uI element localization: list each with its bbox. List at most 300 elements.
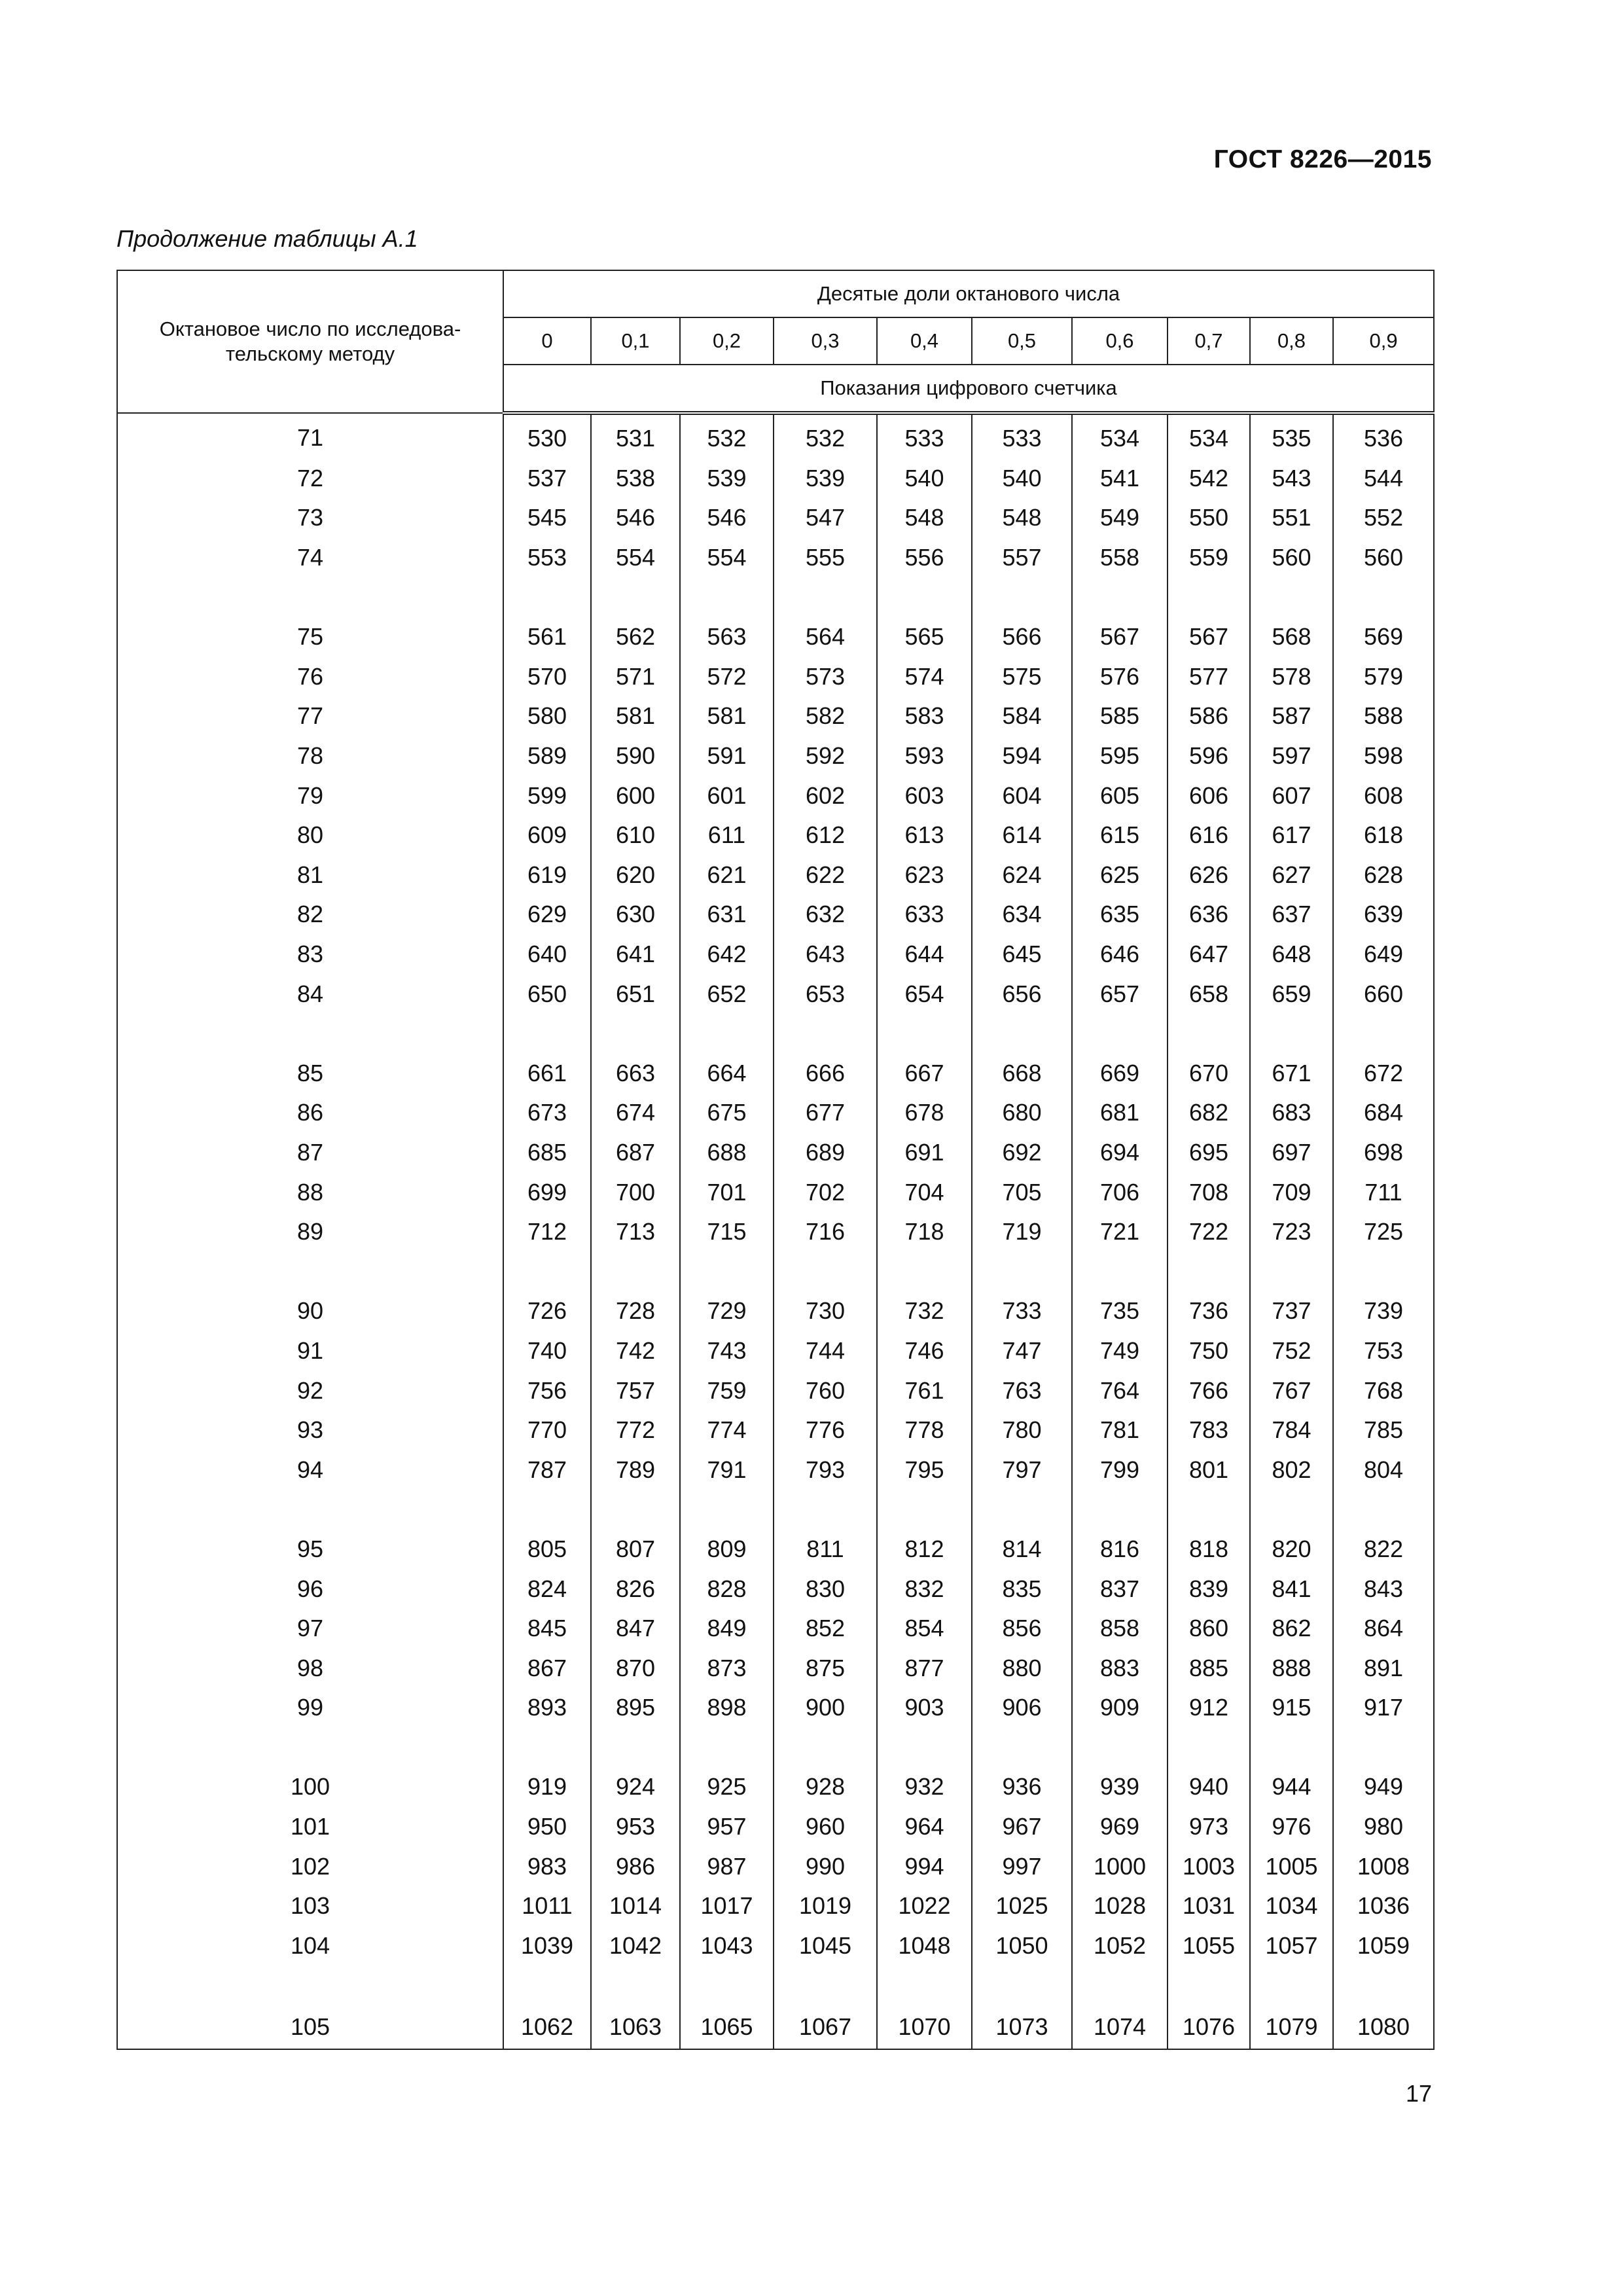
table-row — [117, 776, 1434, 816]
spacer-cell — [1250, 1251, 1333, 1291]
counter-value-cell: 593 — [877, 736, 972, 776]
spacer-cell — [972, 1251, 1072, 1291]
counter-value-cell: 578 — [1250, 657, 1333, 697]
spacer-cell — [972, 577, 1072, 617]
counter-value-cell: 668 — [972, 1054, 1072, 1094]
counter-value-cell: 692 — [972, 1133, 1072, 1173]
counter-value-cell: 1045 — [774, 1926, 877, 1966]
counter-value-cell: 736 — [1168, 1291, 1250, 1331]
counter-value-cell: 574 — [877, 657, 972, 697]
table-row — [117, 974, 1434, 1014]
octane-number-cell: 71 — [117, 413, 503, 459]
counter-value-cell: 713 — [591, 1212, 680, 1252]
counter-value-cell: 584 — [972, 696, 1072, 736]
counter-value-cell: 877 — [877, 1648, 972, 1688]
counter-value-cell: 583 — [877, 696, 972, 736]
counter-value-cell: 581 — [591, 696, 680, 736]
spacer-cell — [774, 1014, 877, 1054]
octane-number-cell: 98 — [117, 1648, 503, 1688]
counter-value-cell: 900 — [774, 1688, 877, 1728]
counter-value-cell: 811 — [774, 1530, 877, 1570]
counter-value-cell: 759 — [680, 1371, 774, 1410]
tenths-header: Десятые доли октанового числа — [503, 270, 1434, 317]
counter-value-cell: 659 — [1250, 974, 1333, 1014]
counter-value-cell: 599 — [503, 776, 591, 816]
table-row — [117, 1886, 1434, 1926]
counter-value-cell: 756 — [503, 1371, 591, 1410]
table-row — [117, 1688, 1434, 1728]
counter-value-cell: 721 — [1072, 1212, 1168, 1252]
counter-value-cell: 801 — [1168, 1450, 1250, 1490]
counter-value-cell: 816 — [1072, 1530, 1168, 1570]
counter-value-cell: 752 — [1250, 1331, 1333, 1371]
tenths-column-header: 0,3 — [774, 317, 877, 365]
table-row — [117, 696, 1434, 736]
counter-value-cell: 618 — [1333, 816, 1434, 855]
octane-number-cell: 72 — [117, 459, 503, 499]
counter-value-cell: 932 — [877, 1767, 972, 1807]
octane-counter-table — [116, 270, 1435, 2050]
counter-value-cell: 667 — [877, 1054, 972, 1094]
counter-value-cell: 749 — [1072, 1331, 1168, 1371]
counter-value-cell: 722 — [1168, 1212, 1250, 1252]
counter-value-cell: 805 — [503, 1530, 591, 1570]
table-caption: Продолжение таблицы А.1 — [116, 225, 418, 252]
counter-value-cell: 610 — [591, 816, 680, 855]
table-row — [117, 617, 1434, 657]
counter-value-cell: 729 — [680, 1291, 774, 1331]
counter-value-cell: 856 — [972, 1609, 1072, 1649]
group-spacer-row — [117, 1490, 1434, 1530]
counter-value-cell: 716 — [774, 1212, 877, 1252]
table-row — [117, 1767, 1434, 1807]
counter-value-cell: 622 — [774, 855, 877, 895]
counter-value-cell: 814 — [972, 1530, 1072, 1570]
counter-value-cell: 611 — [680, 816, 774, 855]
counter-value-cell: 757 — [591, 1371, 680, 1410]
counter-value-cell: 867 — [503, 1648, 591, 1688]
counter-value-cell: 607 — [1250, 776, 1333, 816]
counter-value-cell: 1042 — [591, 1926, 680, 1966]
spacer-cell — [1333, 1728, 1434, 1768]
table-row — [117, 1846, 1434, 1886]
counter-value-cell: 694 — [1072, 1133, 1168, 1173]
counter-value-cell: 726 — [503, 1291, 591, 1331]
counter-value-cell: 598 — [1333, 736, 1434, 776]
spacer-cell — [1072, 1014, 1168, 1054]
table-row — [117, 935, 1434, 975]
counter-value-cell: 718 — [877, 1212, 972, 1252]
spacer-cell — [1072, 1251, 1168, 1291]
counter-value-cell: 582 — [774, 696, 877, 736]
counter-value-cell: 623 — [877, 855, 972, 895]
counter-value-cell: 680 — [972, 1093, 1072, 1133]
spacer-cell — [774, 1490, 877, 1530]
counter-value-cell: 704 — [877, 1172, 972, 1212]
counter-value-cell: 552 — [1333, 498, 1434, 538]
counter-value-cell: 624 — [972, 855, 1072, 895]
counter-value-cell: 672 — [1333, 1054, 1434, 1094]
counter-value-cell: 533 — [877, 413, 972, 459]
spacer-cell — [877, 1014, 972, 1054]
counter-value-cell: 750 — [1168, 1331, 1250, 1371]
octane-number-cell: 100 — [117, 1767, 503, 1807]
counter-value-cell: 917 — [1333, 1688, 1434, 1728]
tenths-column-header: 0,8 — [1250, 317, 1333, 365]
counter-value-cell: 566 — [972, 617, 1072, 657]
counter-value-cell: 591 — [680, 736, 774, 776]
counter-value-cell: 539 — [774, 459, 877, 499]
counter-value-cell: 569 — [1333, 617, 1434, 657]
counter-value-cell: 763 — [972, 1371, 1072, 1410]
counter-value-cell: 784 — [1250, 1410, 1333, 1450]
counter-value-cell: 683 — [1250, 1093, 1333, 1133]
octane-number-cell: 88 — [117, 1172, 503, 1212]
counter-value-cell: 534 — [1168, 413, 1250, 459]
counter-value-cell: 997 — [972, 1846, 1072, 1886]
counter-value-cell: 767 — [1250, 1371, 1333, 1410]
octane-column-header: Октановое число по исследова-тельскому методу — [117, 270, 503, 413]
counter-value-cell: 695 — [1168, 1133, 1250, 1173]
counter-value-cell: 670 — [1168, 1054, 1250, 1094]
counter-value-cell: 564 — [774, 617, 877, 657]
spacer-cell — [680, 577, 774, 617]
counter-value-cell: 733 — [972, 1291, 1072, 1331]
counter-value-cell: 760 — [774, 1371, 877, 1410]
octane-number-cell: 76 — [117, 657, 503, 697]
counter-value-cell: 1019 — [774, 1886, 877, 1926]
counter-value-cell: 565 — [877, 617, 972, 657]
spacer-cell — [1250, 1965, 1333, 2005]
counter-value-cell: 764 — [1072, 1371, 1168, 1410]
table-row — [117, 1569, 1434, 1609]
counter-value-cell: 549 — [1072, 498, 1168, 538]
spacer-cell — [591, 577, 680, 617]
spacer-cell — [591, 1014, 680, 1054]
counter-value-cell: 787 — [503, 1450, 591, 1490]
table-row — [117, 1371, 1434, 1410]
octane-number-cell: 78 — [117, 736, 503, 776]
counter-value-cell: 903 — [877, 1688, 972, 1728]
counter-value-cell: 799 — [1072, 1450, 1168, 1490]
counter-value-cell: 1067 — [774, 2005, 877, 2049]
counter-value-cell: 1003 — [1168, 1846, 1250, 1886]
counter-value-cell: 1011 — [503, 1886, 591, 1926]
octane-number-cell: 101 — [117, 1807, 503, 1847]
table-row — [117, 413, 1434, 459]
spacer-cell — [1168, 577, 1250, 617]
counter-value-cell: 532 — [774, 413, 877, 459]
counter-value-cell: 967 — [972, 1807, 1072, 1847]
counter-value-cell: 546 — [591, 498, 680, 538]
counter-value-cell: 753 — [1333, 1331, 1434, 1371]
spacer-cell — [1168, 1251, 1250, 1291]
counter-value-cell: 802 — [1250, 1450, 1333, 1490]
counter-value-cell: 684 — [1333, 1093, 1434, 1133]
octane-number-cell: 85 — [117, 1054, 503, 1094]
counter-value-cell: 953 — [591, 1807, 680, 1847]
counter-value-cell: 723 — [1250, 1212, 1333, 1252]
counter-value-cell: 531 — [591, 413, 680, 459]
counter-value-cell: 535 — [1250, 413, 1333, 459]
counter-value-cell: 544 — [1333, 459, 1434, 499]
counter-value-cell: 567 — [1168, 617, 1250, 657]
counter-value-cell: 826 — [591, 1569, 680, 1609]
counter-value-cell: 548 — [972, 498, 1072, 538]
counter-value-cell: 969 — [1072, 1807, 1168, 1847]
counter-value-cell: 542 — [1168, 459, 1250, 499]
table-row — [117, 657, 1434, 697]
counter-value-cell: 533 — [972, 413, 1072, 459]
counter-value-cell: 660 — [1333, 974, 1434, 1014]
counter-value-cell: 1052 — [1072, 1926, 1168, 1966]
counter-value-cell: 674 — [591, 1093, 680, 1133]
counter-value-cell: 818 — [1168, 1530, 1250, 1570]
counter-value-cell: 577 — [1168, 657, 1250, 697]
counter-value-cell: 560 — [1333, 538, 1434, 578]
counter-value-cell: 976 — [1250, 1807, 1333, 1847]
counter-value-cell: 675 — [680, 1093, 774, 1133]
counter-value-cell: 804 — [1333, 1450, 1434, 1490]
octane-number-cell: 99 — [117, 1688, 503, 1728]
counter-value-cell: 990 — [774, 1846, 877, 1886]
tenths-column-header: 0,1 — [591, 317, 680, 365]
counter-value-cell: 555 — [774, 538, 877, 578]
counter-value-cell: 893 — [503, 1688, 591, 1728]
counter-value-cell: 1048 — [877, 1926, 972, 1966]
counter-value-cell: 809 — [680, 1530, 774, 1570]
counter-value-cell: 940 — [1168, 1767, 1250, 1807]
counter-value-cell: 1059 — [1333, 1926, 1434, 1966]
spacer-cell — [503, 1728, 591, 1768]
table-row — [117, 816, 1434, 855]
counter-value-cell: 949 — [1333, 1767, 1434, 1807]
spacer-cell — [117, 577, 503, 617]
octane-number-cell: 89 — [117, 1212, 503, 1252]
counter-value-cell: 712 — [503, 1212, 591, 1252]
counter-value-cell: 700 — [591, 1172, 680, 1212]
octane-number-cell: 103 — [117, 1886, 503, 1926]
counter-value-cell: 579 — [1333, 657, 1434, 697]
counter-value-cell: 1028 — [1072, 1886, 1168, 1926]
spacer-cell — [1072, 1965, 1168, 2005]
table-row — [117, 1331, 1434, 1371]
counter-value-cell: 617 — [1250, 816, 1333, 855]
table-row — [117, 498, 1434, 538]
counter-value-cell: 553 — [503, 538, 591, 578]
counter-value-cell: 812 — [877, 1530, 972, 1570]
octane-number-cell: 84 — [117, 974, 503, 1014]
counter-value-cell: 1005 — [1250, 1846, 1333, 1886]
table-row — [117, 538, 1434, 578]
counter-value-cell: 924 — [591, 1767, 680, 1807]
counter-value-cell: 567 — [1072, 617, 1168, 657]
counter-value-cell: 706 — [1072, 1172, 1168, 1212]
counter-value-cell: 637 — [1250, 895, 1333, 935]
counter-value-cell: 633 — [877, 895, 972, 935]
counter-value-cell: 589 — [503, 736, 591, 776]
counter-value-cell: 644 — [877, 935, 972, 975]
spacer-cell — [1250, 1728, 1333, 1768]
counter-value-cell: 536 — [1333, 413, 1434, 459]
counter-value-cell: 614 — [972, 816, 1072, 855]
counter-value-cell: 860 — [1168, 1609, 1250, 1649]
spacer-cell — [680, 1490, 774, 1530]
counter-value-cell: 590 — [591, 736, 680, 776]
table-row — [117, 1648, 1434, 1688]
counter-value-cell: 705 — [972, 1172, 1072, 1212]
counter-value-cell: 625 — [1072, 855, 1168, 895]
spacer-cell — [117, 1965, 503, 2005]
counter-value-cell: 950 — [503, 1807, 591, 1847]
counter-value-cell: 864 — [1333, 1609, 1434, 1649]
counter-value-cell: 960 — [774, 1807, 877, 1847]
spacer-cell — [1250, 1490, 1333, 1530]
counter-value-cell: 650 — [503, 974, 591, 1014]
spacer-cell — [877, 1965, 972, 2005]
counter-value-cell: 545 — [503, 498, 591, 538]
counter-value-cell: 664 — [680, 1054, 774, 1094]
counter-value-cell: 854 — [877, 1609, 972, 1649]
tenths-column-header: 0,9 — [1333, 317, 1434, 365]
counter-value-cell: 1055 — [1168, 1926, 1250, 1966]
counter-value-cell: 728 — [591, 1291, 680, 1331]
counter-value-cell: 870 — [591, 1648, 680, 1688]
counter-value-cell: 795 — [877, 1450, 972, 1490]
counter-value-cell: 612 — [774, 816, 877, 855]
counter-value-cell: 1000 — [1072, 1846, 1168, 1886]
counter-value-cell: 677 — [774, 1093, 877, 1133]
counter-value-cell: 626 — [1168, 855, 1250, 895]
octane-number-cell: 94 — [117, 1450, 503, 1490]
counter-value-cell: 547 — [774, 498, 877, 538]
counter-value-cell: 635 — [1072, 895, 1168, 935]
counter-value-cell: 944 — [1250, 1767, 1333, 1807]
octane-number-cell: 83 — [117, 935, 503, 975]
table-row — [117, 1926, 1434, 1966]
counter-value-cell: 1014 — [591, 1886, 680, 1926]
counter-value-cell: 658 — [1168, 974, 1250, 1014]
counter-value-cell: 556 — [877, 538, 972, 578]
tenths-column-header: 0,5 — [972, 317, 1072, 365]
octane-number-cell: 97 — [117, 1609, 503, 1649]
counter-value-cell: 791 — [680, 1450, 774, 1490]
table-row — [117, 1807, 1434, 1847]
table-row — [117, 1410, 1434, 1450]
octane-number-cell: 102 — [117, 1846, 503, 1886]
counter-value-cell: 915 — [1250, 1688, 1333, 1728]
counter-value-cell: 1065 — [680, 2005, 774, 2049]
counter-value-cell: 682 — [1168, 1093, 1250, 1133]
counter-value-cell: 875 — [774, 1648, 877, 1688]
counter-value-cell: 732 — [877, 1291, 972, 1331]
document-code: ГОСТ 8226—2015 — [1213, 145, 1432, 173]
counter-value-cell: 654 — [877, 974, 972, 1014]
counter-value-cell: 781 — [1072, 1410, 1168, 1450]
tenths-column-header: 0,4 — [877, 317, 972, 365]
spacer-cell — [774, 1251, 877, 1291]
counter-value-cell: 602 — [774, 776, 877, 816]
counter-value-cell: 739 — [1333, 1291, 1434, 1331]
counter-value-cell: 852 — [774, 1609, 877, 1649]
counter-value-cell: 774 — [680, 1410, 774, 1450]
counter-value-cell: 656 — [972, 974, 1072, 1014]
counter-value-cell: 807 — [591, 1530, 680, 1570]
counter-value-cell: 883 — [1072, 1648, 1168, 1688]
counter-value-cell: 873 — [680, 1648, 774, 1688]
counter-value-cell: 928 — [774, 1767, 877, 1807]
counter-value-cell: 548 — [877, 498, 972, 538]
counter-value-cell: 701 — [680, 1172, 774, 1212]
counter-value-cell: 586 — [1168, 696, 1250, 736]
table-row — [117, 1093, 1434, 1133]
octane-number-cell: 90 — [117, 1291, 503, 1331]
octane-number-cell: 77 — [117, 696, 503, 736]
group-spacer-row — [117, 1251, 1434, 1291]
counter-value-cell: 1057 — [1250, 1926, 1333, 1966]
spacer-cell — [1333, 1251, 1434, 1291]
spacer-cell — [1072, 1490, 1168, 1530]
counter-value-cell: 538 — [591, 459, 680, 499]
counter-value-cell: 688 — [680, 1133, 774, 1173]
spacer-cell — [972, 1965, 1072, 2005]
spacer-cell — [591, 1965, 680, 2005]
counter-value-cell: 560 — [1250, 538, 1333, 578]
counter-value-cell: 546 — [680, 498, 774, 538]
counter-value-cell: 862 — [1250, 1609, 1333, 1649]
octane-number-cell: 74 — [117, 538, 503, 578]
table-row — [117, 459, 1434, 499]
counter-value-cell: 1025 — [972, 1886, 1072, 1926]
counter-value-cell: 609 — [503, 816, 591, 855]
counter-value-cell: 631 — [680, 895, 774, 935]
spacer-cell — [774, 577, 877, 617]
octane-number-cell: 86 — [117, 1093, 503, 1133]
counter-value-cell: 780 — [972, 1410, 1072, 1450]
counter-value-cell: 1039 — [503, 1926, 591, 1966]
counter-value-cell: 925 — [680, 1767, 774, 1807]
counter-value-cell: 912 — [1168, 1688, 1250, 1728]
counter-value-cell: 594 — [972, 736, 1072, 776]
counter-value-cell: 572 — [680, 657, 774, 697]
counter-value-cell: 730 — [774, 1291, 877, 1331]
spacer-cell — [1168, 1014, 1250, 1054]
counter-value-cell: 880 — [972, 1648, 1072, 1688]
counter-value-cell: 673 — [503, 1093, 591, 1133]
spacer-cell — [117, 1251, 503, 1291]
spacer-cell — [1333, 1965, 1434, 2005]
octane-number-cell: 91 — [117, 1331, 503, 1371]
counter-value-cell: 608 — [1333, 776, 1434, 816]
counter-value-cell: 891 — [1333, 1648, 1434, 1688]
counter-value-cell: 615 — [1072, 816, 1168, 855]
spacer-cell — [680, 1728, 774, 1768]
counter-value-cell: 898 — [680, 1688, 774, 1728]
counter-value-cell: 793 — [774, 1450, 877, 1490]
counter-value-cell: 1063 — [591, 2005, 680, 2049]
tenths-column-header: 0 — [503, 317, 591, 365]
spacer-cell — [680, 1014, 774, 1054]
spacer-cell — [972, 1014, 1072, 1054]
counter-value-cell: 636 — [1168, 895, 1250, 935]
octane-number-cell: 105 — [117, 2005, 503, 2049]
octane-number-cell: 79 — [117, 776, 503, 816]
counter-value-cell: 895 — [591, 1688, 680, 1728]
counter-value-cell: 539 — [680, 459, 774, 499]
counter-value-cell: 681 — [1072, 1093, 1168, 1133]
counter-value-cell: 1036 — [1333, 1886, 1434, 1926]
counter-value-cell: 627 — [1250, 855, 1333, 895]
